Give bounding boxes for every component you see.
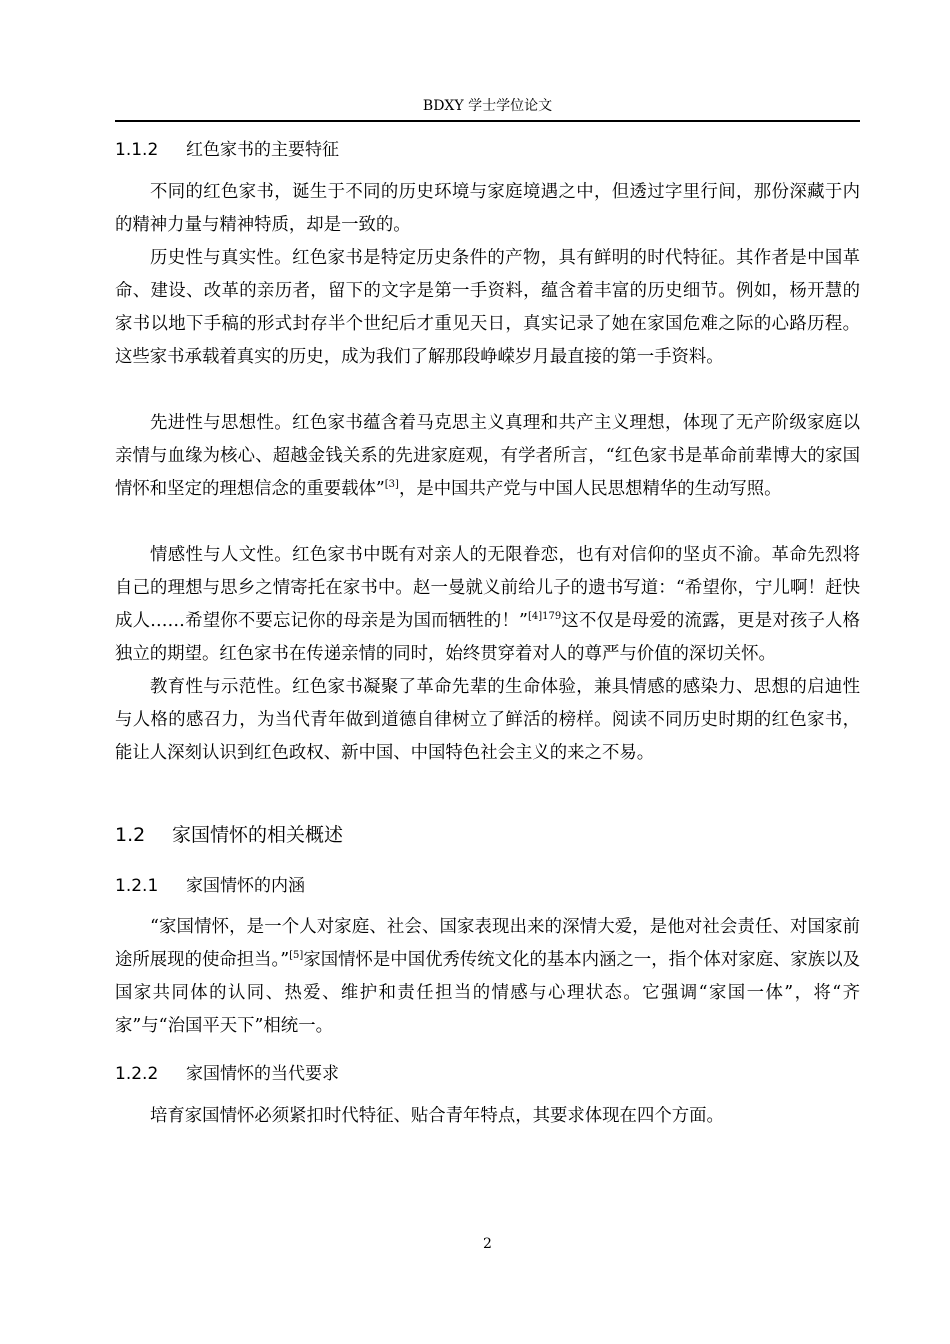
section-title: 家国情怀的相关概述 [172, 824, 344, 846]
paragraph-text: 情感性与人文性。红色家书中既有对亲人的无限眷恋，也有对信仰的坚贞不渝。革命先烈将自己的理想与思乡之情寄托在家书中。赵一曼就义前给儿子的遗书写道：“希望你，宁儿啊！赶快成人……希望你不要忘记你的母亲是为国而牺牲的！” [115, 545, 860, 631]
header-rule [115, 120, 860, 122]
citation: [3] [384, 479, 399, 490]
section-title: 红色家书的主要特征 [186, 140, 339, 160]
section-heading-1-2 [115, 822, 343, 848]
section-number: 1.1.2 [115, 140, 159, 160]
paragraph-text: 不同的红色家书，诞生于不同的历史环境与家庭境遇之中，但透过字里行间，那份深藏于内的精神力量与精神特质，却是一致的。 [115, 182, 860, 235]
citation: [4]179 [527, 611, 562, 622]
running-header: BDXY 学士学位论文 [422, 98, 553, 114]
paragraph [115, 242, 860, 374]
paragraph-text: 家国情怀是中国优秀传统文化的基本内涵之一，指个体对家庭、家族以及国家共同体的认同、热爱、维护和责任担当的情感与心理状态。它强调“家国一体”，将“齐家”与“治国平天下”相统一。 [115, 950, 860, 1036]
paragraph [115, 671, 860, 770]
section-number: 1.2.1 [115, 876, 159, 896]
paragraph-text: 培育家国情怀必须紧扣时代特征、贴合青年特点，其要求体现在四个方面。 [150, 1106, 724, 1126]
section-heading-1-1-2 [115, 138, 339, 162]
paragraph-text: “家国情怀，是一个人对家庭、社会、国家表现出来的深情大爱，是他对社会责任、对国家前途所展现的使命担当。” [115, 917, 860, 970]
section-number: 1.2.2 [115, 1064, 159, 1084]
paragraph-text: 历史性与真实性。红色家书是特定历史条件的产物，具有鲜明的时代特征。其作者是中国革命、建设、改革的亲历者，留下的文字是第一手资料，蕴含着丰富的历史细节。例如，杨开慧的家书以地下手稿的形式封存半个世纪后才重见天日，真实记录了她在家国危难之际的心路历程。这些家书承载着真实的历史，成为我们了解那段峥嵘岁月最直接的第一手资料。 [115, 248, 860, 367]
page-number: 2 [483, 1236, 492, 1252]
paragraph-text: ，是中国共产党与中国人民思想精华的生动写照。 [398, 479, 782, 499]
paragraph-text: 这不仅是母爱的流露，更是对孩子人格独立的期望。红色家书在传递亲情的同时，始终贯穿着对人的尊严与价值的深切关怀。 [115, 611, 860, 664]
paragraph-text: 教育性与示范性。红色家书凝聚了革命先辈的生命体验，兼具情感的感染力、思想的启迪性与人格的感召力，为当代青年做到道德自律树立了鲜活的榜样。阅读不同历史时期的红色家书，能让人深刻认识到红色政权、新中国、中国特色社会主义的来之不易。 [115, 677, 860, 763]
paragraph [115, 407, 860, 506]
section-heading-1-2-1 [115, 874, 305, 898]
paragraph [115, 1100, 860, 1133]
section-number: 1.2 [115, 824, 146, 846]
paragraph [115, 911, 860, 1043]
citation: [5] [289, 950, 304, 961]
section-title: 家国情怀的内涵 [186, 876, 305, 896]
section-title: 家国情怀的当代要求 [186, 1064, 339, 1084]
section-heading-1-2-2 [115, 1062, 339, 1086]
paragraph [115, 539, 860, 671]
paragraph [115, 176, 860, 242]
paragraph-text: 先进性与思想性。红色家书蕴含着马克思主义真理和共产主义理想，体现了无产阶级家庭以亲情与血缘为核心、超越金钱关系的先进家庭观，有学者所言，“红色家书是革命前辈博大的家国情怀和坚定的理想信念的重要载体” [115, 413, 860, 499]
